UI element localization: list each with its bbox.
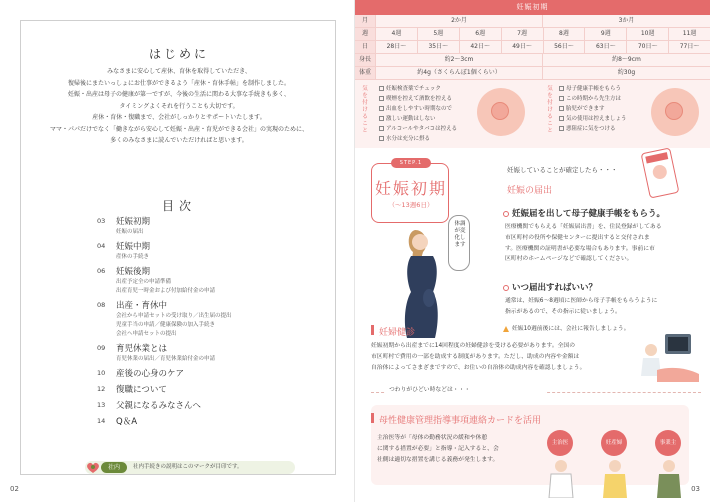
belly-illustration <box>651 88 699 136</box>
toc-item <box>97 344 317 364</box>
checkbox-icon[interactable] <box>379 136 384 141</box>
check-label: 喫煙を控えて酒飲を控える <box>386 96 453 102</box>
height-cell: 約2〜3cm <box>375 54 542 66</box>
check-label: 母子健康手帳をもらう <box>566 86 622 92</box>
toc-item <box>97 301 317 339</box>
toc-page-number: 13 <box>97 401 106 409</box>
toc-label: 父親になるみなさんへ <box>116 401 201 411</box>
toc-page-number: 04 <box>97 242 106 250</box>
paragraph-checkup <box>371 341 636 373</box>
care-row <box>355 80 710 148</box>
row-label: 身長 <box>355 54 375 66</box>
toc-label: 産後の心身のケア <box>116 369 185 379</box>
note-text: 社内手続きの説明はこのマークが目印です。 <box>133 464 243 470</box>
checkbox-icon[interactable] <box>559 86 564 91</box>
para-line: に関する措置が必要」と指導・記入すると、会 <box>377 445 499 452</box>
checkbox-icon[interactable] <box>559 106 564 111</box>
check-label: 悪阻症に気をつける <box>566 126 616 132</box>
toc-item <box>97 369 317 380</box>
toc-title: 目次 <box>161 199 196 213</box>
check-item[interactable] <box>559 124 627 134</box>
month-cell: 3か月 <box>542 15 710 27</box>
check-item[interactable] <box>379 84 457 94</box>
check-item[interactable] <box>559 104 627 114</box>
checkbox-icon[interactable] <box>379 116 384 121</box>
heading-text: 妊娠届を出して母子健康手帳をもらう。 <box>512 209 666 219</box>
month-cell: 2か月 <box>375 15 542 27</box>
intro-line: 多くのみなさまに読んでいただければと思います。 <box>110 137 248 144</box>
toc-label: 復職について <box>116 385 167 395</box>
step-title: 妊娠初期 <box>374 179 447 198</box>
intro-line: 復帰後にまたいっしょにお仕事ができるよう「産休・育休手帖」を制作しました。 <box>67 79 290 87</box>
checkbox-icon[interactable] <box>379 106 384 111</box>
para-line: 自治体によってさまざまですので、お住いの自治体の助成内容を確認しましょう。 <box>371 364 586 371</box>
day-row <box>355 41 710 54</box>
para-line: 市区町村で費用の一部を助成する制度があります。ただし、助成の内容や金額は <box>371 353 580 360</box>
internal-note <box>85 461 295 474</box>
toc-label: 出産・育休中 <box>116 301 168 311</box>
step-tag: STEP.1 <box>391 158 431 168</box>
step-card <box>371 160 449 223</box>
heading-when <box>503 281 597 293</box>
day-cell: 49日〜 <box>501 41 543 53</box>
warning-icon <box>503 326 509 332</box>
para-line: 妊娠初期から出産までに14回程度の妊婦健診を受ける必要があります。全国の <box>371 343 576 349</box>
pregnant-woman-illustration <box>393 222 453 340</box>
intro-line: 産休・育休・復職まで、会社がしっかりとサポートいたします。 <box>92 114 266 121</box>
people-illustration <box>543 430 693 496</box>
handbook-icon <box>641 147 680 198</box>
check-label: 水分は充分に摂る <box>386 136 431 142</box>
day-cell: 35日〜 <box>417 41 459 53</box>
check-item[interactable] <box>559 94 627 104</box>
badge-mother: 妊産婦 <box>601 430 627 456</box>
month-row <box>355 15 710 28</box>
checkbox-icon[interactable] <box>379 86 384 91</box>
para-line: 区町村のホームページなどで確認してください。 <box>505 256 633 263</box>
toc-page-number: 14 <box>97 417 106 425</box>
check-label: 気の使用は控えましょう <box>566 116 627 122</box>
toc-item <box>97 267 317 296</box>
week-row <box>355 28 710 41</box>
section-title-checkup: 妊婦健診 <box>379 328 416 338</box>
table-title: 妊娠初期 <box>355 0 710 15</box>
height-row <box>355 54 710 67</box>
checkbox-icon[interactable] <box>559 96 564 101</box>
toc-subitem: 出産予定全の申請準備 <box>116 279 172 285</box>
weight-cell: 約4g（さくらんぼ1個くらい） <box>375 67 542 79</box>
toc-subitem: 会社へ申請セットの提出 <box>116 331 177 337</box>
row-label: 日 <box>355 41 375 53</box>
right-page <box>355 0 710 502</box>
bullet-icon <box>503 285 509 291</box>
para-line: す。医療機関の証明書が必要な場合もあります。事前に市 <box>505 245 655 252</box>
intro-frame <box>20 20 336 475</box>
height-cell: 約8〜9cm <box>542 54 710 66</box>
badge-employer: 事業主 <box>655 430 681 456</box>
intro-text <box>35 66 323 147</box>
section-title-notification: 妊娠の届出 <box>507 186 553 196</box>
week-cell: 4週 <box>375 28 417 40</box>
check-item[interactable] <box>379 134 457 144</box>
toc-subitem: 児童手当の申請／健康保険の加入手続き <box>116 322 216 328</box>
heart-logo-icon <box>85 461 101 474</box>
warning-text: 妊娠10週前後には、会社に報告しましょう。 <box>512 326 630 332</box>
sep-lead <box>385 385 545 396</box>
heading-get-handbook <box>503 207 665 219</box>
paragraph-health-card <box>377 433 547 465</box>
toc-label: 妊娠後期 <box>116 267 151 277</box>
check-item[interactable] <box>379 94 457 104</box>
paragraph-when <box>505 296 703 318</box>
section-marker <box>371 325 374 335</box>
warning-note <box>503 323 630 332</box>
toc-item <box>97 217 317 237</box>
step-subtitle: （〜13週6日） <box>388 201 434 209</box>
early-pregnancy-table <box>355 0 710 148</box>
toc-label: 妊娠中期 <box>116 242 151 252</box>
day-cell: 42日〜 <box>459 41 501 53</box>
page-number-right: 03 <box>691 485 700 493</box>
three-people-icon <box>543 458 693 498</box>
weight-row <box>355 67 710 80</box>
toc-item <box>97 242 317 262</box>
toc-page-number: 10 <box>97 369 106 377</box>
day-cell: 77日〜 <box>668 41 710 53</box>
speech-bubble <box>448 215 470 271</box>
bubble-text: 体調が変化します <box>454 221 466 248</box>
care-label: 気を付けること <box>362 86 368 134</box>
toc-subitem: 妊娠の届出 <box>116 229 144 235</box>
week-cell: 7週 <box>501 28 543 40</box>
toc-subitem: 産休の手続き <box>116 254 150 260</box>
week-cell: 9週 <box>584 28 626 40</box>
ultrasound-exam-illustration <box>637 330 701 386</box>
check-item[interactable] <box>379 114 457 124</box>
heading-text: いつ届出すればいい？ <box>512 283 598 293</box>
para-line: 主治医等が「母体の勤務状況の緩和や休憩 <box>377 435 488 441</box>
toc-page-number: 08 <box>97 301 106 309</box>
row-label: 週 <box>355 28 375 40</box>
badge-doctor: 主治医 <box>547 430 573 456</box>
intro-line: ママ・パパだけでなく「働きながら安心して妊娠・出産・育児ができる会社」の実現のために、 <box>49 125 308 133</box>
week-cell: 6週 <box>459 28 501 40</box>
toc-label: 育児休業とは <box>116 344 168 354</box>
checklist-month2 <box>379 84 457 144</box>
intro-title: はじめに <box>148 47 209 61</box>
check-label: 妊娠検査薬でチェック <box>386 86 441 92</box>
sep-lead-text: つわりがひどい時などは・・・ <box>389 387 471 393</box>
week-cell: 8週 <box>543 28 585 40</box>
day-cell: 63日〜 <box>584 41 626 53</box>
toc-item <box>97 401 317 412</box>
toc-subitem: 会社から申請セットの受け取り／出生届の提出 <box>116 313 232 319</box>
toc-page-number: 03 <box>97 217 106 225</box>
check-label: 激しい運動はしない <box>386 116 436 122</box>
lead-text: 妊娠していることが確定したら・・・ <box>507 166 618 174</box>
table-of-contents <box>97 217 317 433</box>
internal-tag: 社内 <box>101 462 127 473</box>
toc-page-number: 12 <box>97 385 106 393</box>
week-cell: 5週 <box>417 28 459 40</box>
check-label: 出血をしやすい時期なので <box>386 106 453 112</box>
week-cell: 11週 <box>668 28 710 40</box>
check-label: この時期から先生方は <box>566 96 622 102</box>
toc-subitem: 育児休業の届出／育児休業給付金の申請 <box>116 356 216 362</box>
para-line: 社側は適切な措置を講じる義務が発生します。 <box>377 456 499 463</box>
intro-line: 妊娠・出産は母子の健康が第一ですが、今後の生活に関わる大事な手続きも多く、 <box>68 91 290 98</box>
checkbox-icon[interactable] <box>379 96 384 101</box>
weight-cell: 約30g <box>542 67 710 79</box>
check-label: アルコールやタバコは控える <box>386 126 458 132</box>
toc-item <box>97 385 317 396</box>
toc-item <box>97 417 317 428</box>
para-line: 通常は、妊娠6〜8週頃に医師から母子手帳をもらうように <box>505 298 658 304</box>
checkbox-icon[interactable] <box>379 126 384 131</box>
toc-label: 妊娠初期 <box>116 217 151 227</box>
para-line: 市区町村の役所や保健センターに提出すると交付されま <box>505 234 650 241</box>
para-line: 医療機関でもらえる「妊娠届出書」を、住民登録がしてある <box>505 224 662 230</box>
check-item[interactable] <box>379 104 457 114</box>
care-label: 気を付けること <box>547 86 553 134</box>
toc-page-number: 09 <box>97 344 106 352</box>
day-cell: 70日〜 <box>626 41 668 53</box>
check-item[interactable] <box>379 124 457 134</box>
toc-subitem: 出産育児一時金および付加給付金の申請 <box>116 288 216 294</box>
check-item[interactable] <box>559 84 627 94</box>
checkbox-icon[interactable] <box>559 126 564 131</box>
day-cell: 28日〜 <box>375 41 417 53</box>
section-marker <box>371 413 374 423</box>
check-label: 胎児ができます <box>566 106 605 112</box>
day-cell: 56日〜 <box>543 41 585 53</box>
page-number-left: 02 <box>10 485 19 493</box>
toc-page-number: 06 <box>97 267 106 275</box>
intro-line: みなさまに安心して産休、育休を取得していただき、 <box>107 68 251 75</box>
paragraph-handbook <box>505 222 703 265</box>
belly-illustration <box>477 88 525 136</box>
para-line: 指示があるので、その指示に従いましょう。 <box>505 308 621 315</box>
checklist-month3 <box>559 84 627 134</box>
checkbox-icon[interactable] <box>559 116 564 121</box>
week-cell: 10週 <box>626 28 668 40</box>
row-label: 月 <box>355 15 375 27</box>
section-title-health-card: 母性健康管理指導事項連絡カードを活用 <box>379 416 542 426</box>
bullet-icon <box>503 211 509 217</box>
row-label: 体重 <box>355 67 375 79</box>
intro-line: タイミングよくそれを行うことも大切です。 <box>119 102 239 110</box>
check-item[interactable] <box>559 114 627 124</box>
toc-label: Q＆A <box>116 417 138 427</box>
